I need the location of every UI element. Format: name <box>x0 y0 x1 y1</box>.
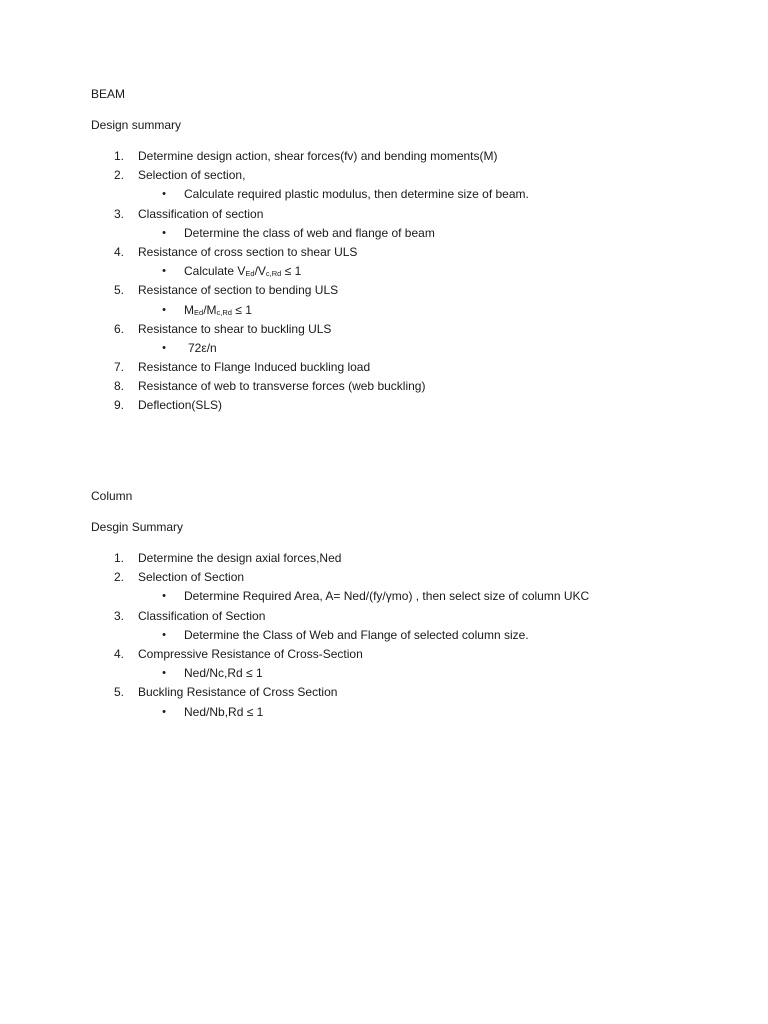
list-item <box>91 683 711 702</box>
list-item-text: Resistance of cross section to shear ULS <box>138 244 358 259</box>
bullet-icon: • <box>162 341 166 354</box>
list-item-text: Selection of Section <box>138 570 245 585</box>
bullet-item-text: Ned/Nb,Rd ≤ 1 <box>184 704 264 719</box>
bullet-item-text: Determine the Class of Web and Flange of selected column size. <box>184 627 529 642</box>
list-number: 2. <box>114 570 125 585</box>
bullet-item-formula <box>184 262 301 281</box>
formula-text: /V <box>254 264 266 279</box>
bullet-item <box>91 262 711 281</box>
beam-section <box>91 86 711 416</box>
beam-design-summary-heading: Design summary <box>91 118 182 132</box>
bullet-icon: • <box>162 590 166 603</box>
bullet-item <box>91 339 711 358</box>
bullet-item-text: Determine Required Area, A= Ned/(fy/γmo) , then select size of column UKC <box>184 589 590 604</box>
formula-subscript: c,Rd <box>216 307 232 317</box>
list-item <box>91 645 711 664</box>
list-item-text: Selection of section, <box>138 168 246 183</box>
list-number: 1. <box>114 149 125 163</box>
bullet-icon: • <box>162 265 166 278</box>
list-number: 5. <box>114 685 125 700</box>
list-item-text: Classification of Section <box>138 608 266 623</box>
bullet-item <box>91 587 711 606</box>
list-number: 3. <box>114 608 125 623</box>
list-item-text: Determine design action, shear forces(fv) and bending moments(M) <box>138 149 498 163</box>
bullet-item <box>91 703 711 722</box>
list-item-text: Resistance to shear to buckling ULS <box>138 321 332 336</box>
list-item <box>91 320 711 339</box>
bullet-item <box>91 664 711 683</box>
bullet-item-text: Ned/Nc,Rd ≤ 1 <box>184 666 263 681</box>
formula-text: M <box>184 302 194 317</box>
column-design-summary-heading: Desgin Summary <box>91 520 184 534</box>
list-item <box>91 205 711 224</box>
formula-text: ≤ 1 <box>231 302 252 317</box>
list-item-text: Resistance of section to bending ULS <box>138 283 339 298</box>
list-number: 8. <box>114 379 125 394</box>
list-number: 7. <box>114 360 125 375</box>
column-section <box>91 488 711 722</box>
formula-subscript: Ed <box>194 307 204 317</box>
list-number: 5. <box>114 283 125 298</box>
list-number: 6. <box>114 321 125 336</box>
beam-heading: BEAM <box>91 87 126 101</box>
formula-subscript: Ed <box>245 269 255 279</box>
bullet-item-text: Determine the class of web and flange of beam <box>184 225 435 240</box>
list-item-text: Buckling Resistance of Cross Section <box>138 685 338 700</box>
formula-text: ≤ 1 <box>281 264 302 279</box>
bullet-icon: • <box>162 667 166 680</box>
list-item <box>91 147 711 166</box>
list-item <box>91 396 711 415</box>
list-item-text: Classification of section <box>138 206 264 221</box>
bullet-icon: • <box>162 226 166 239</box>
bullet-icon: • <box>162 705 166 718</box>
bullet-icon: • <box>162 188 166 201</box>
formula-text: /M <box>203 302 217 317</box>
list-item <box>91 166 711 185</box>
list-item <box>91 607 711 626</box>
list-number: 2. <box>114 168 125 183</box>
bullet-icon: • <box>162 303 166 316</box>
bullet-item <box>91 185 711 204</box>
list-item <box>91 549 711 568</box>
list-item-text: Deflection(SLS) <box>138 398 223 413</box>
column-heading: Column <box>91 489 133 503</box>
list-number: 4. <box>114 244 125 259</box>
list-item-text: Resistance to Flange Induced buckling load <box>138 360 371 375</box>
list-item <box>91 358 711 377</box>
list-item <box>91 568 711 587</box>
list-item-text: Compressive Resistance of Cross-Section <box>138 646 363 661</box>
list-item-text: Resistance of web to transverse forces (web buckling) <box>138 379 426 394</box>
list-number: 4. <box>114 646 125 661</box>
formula-subscript: c,Rd <box>265 269 282 279</box>
list-number: 9. <box>114 398 125 413</box>
formula-text: Calculate V <box>184 264 246 279</box>
bullet-item-formula <box>184 301 252 320</box>
bullet-item-text: Calculate required plastic modulus, then determine size of beam. <box>184 187 529 202</box>
bullet-item-text: 72ε/n <box>188 340 217 355</box>
beam-steps-list <box>91 147 711 416</box>
list-item <box>91 377 711 396</box>
list-number: 3. <box>114 206 125 221</box>
bullet-item <box>91 224 711 243</box>
list-item <box>91 243 711 262</box>
list-item-text: Determine the design axial forces,Ned <box>138 551 342 565</box>
column-steps-list <box>91 549 711 722</box>
bullet-icon: • <box>162 628 166 641</box>
list-number: 1. <box>114 551 125 565</box>
bullet-item <box>91 626 711 645</box>
bullet-item <box>91 301 711 320</box>
list-item <box>91 281 711 300</box>
